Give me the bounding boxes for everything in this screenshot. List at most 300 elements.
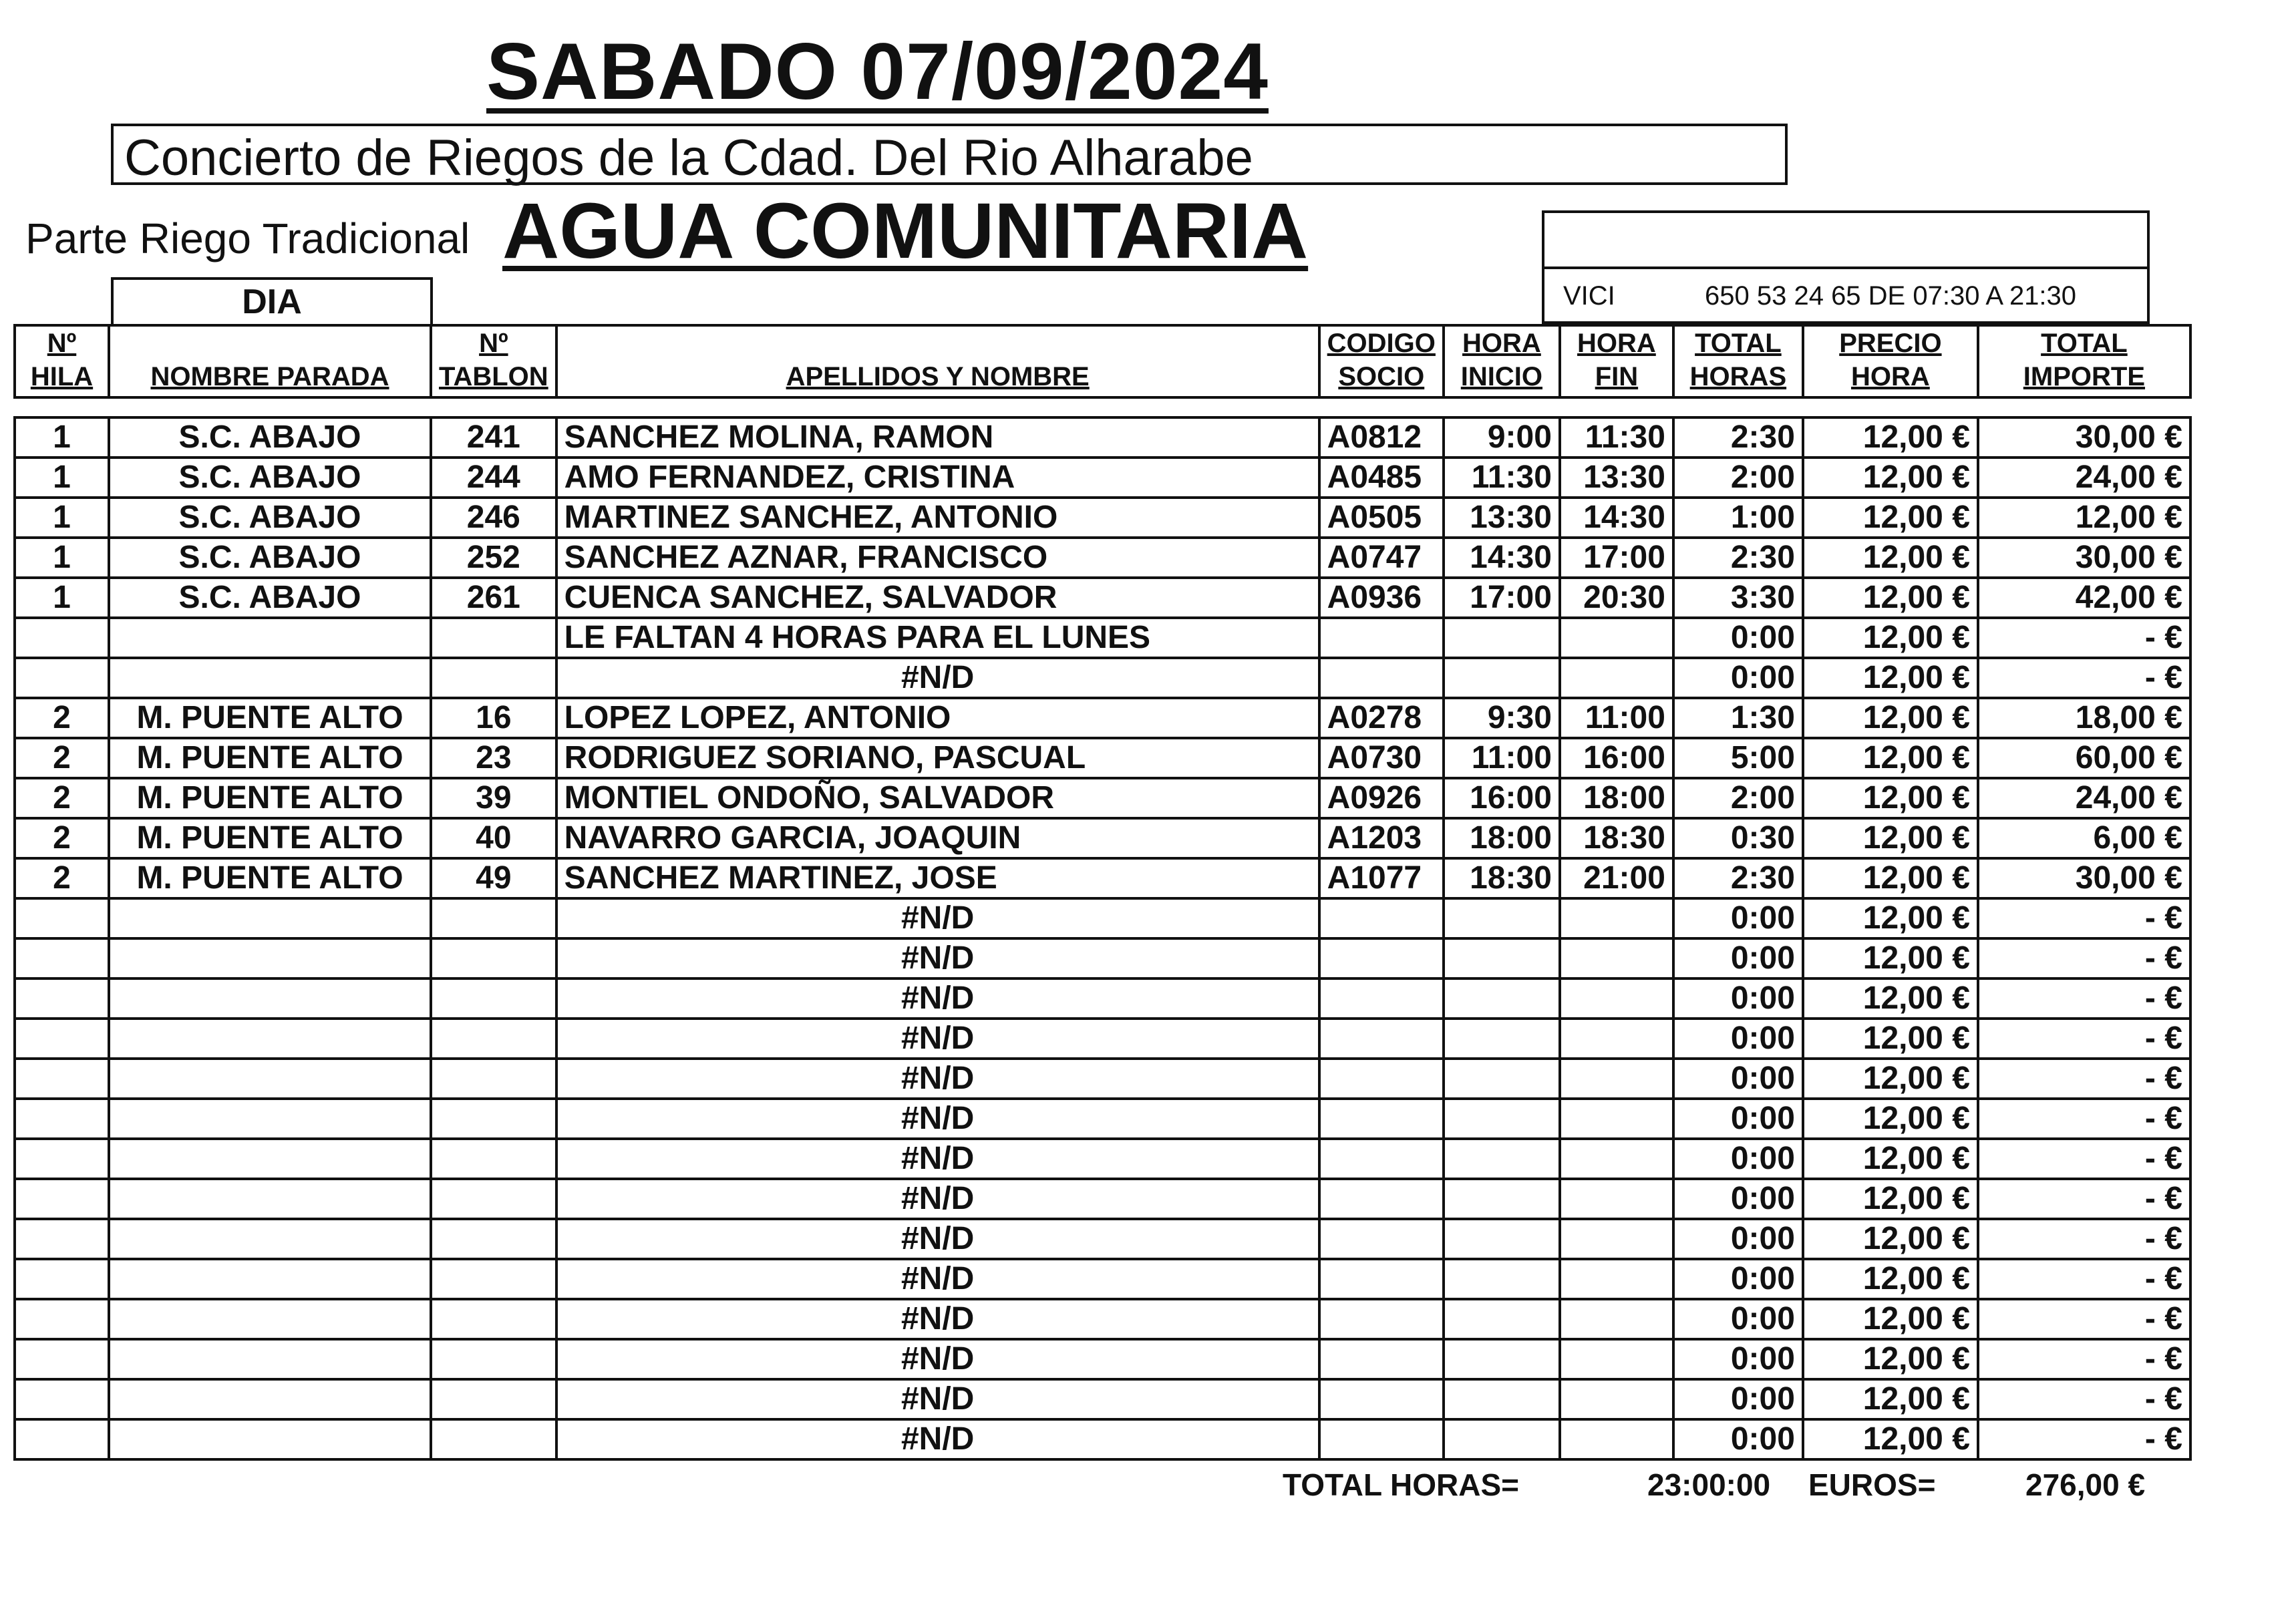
cell-socio: A0485 xyxy=(1319,458,1444,498)
col-header-inicio: HORA INICIO xyxy=(1444,325,1560,397)
cell-precio: 12,00 € xyxy=(1803,778,1978,818)
cell-fin xyxy=(1560,658,1673,698)
cell-tablon xyxy=(431,1419,556,1459)
cell-socio: A0812 xyxy=(1319,417,1444,458)
cell-tablon xyxy=(431,1019,556,1059)
table-row xyxy=(15,498,2190,538)
cell-fin: 18:00 xyxy=(1560,778,1673,818)
cell-socio xyxy=(1319,1339,1444,1379)
cell-precio: 12,00 € xyxy=(1803,538,1978,578)
cell-parada: S.C. ABAJO xyxy=(109,498,431,538)
table-row xyxy=(15,1139,2190,1179)
cell-horas: 0:30 xyxy=(1673,818,1803,858)
cell-hila: 2 xyxy=(15,818,109,858)
cell-socio xyxy=(1319,1139,1444,1179)
cell-inicio: 9:30 xyxy=(1444,698,1560,738)
cell-hila xyxy=(15,1419,109,1459)
cell-parada xyxy=(109,898,431,938)
cell-importe: - € xyxy=(1978,1179,2190,1219)
cell-socio xyxy=(1319,658,1444,698)
cell-fin xyxy=(1560,1259,1673,1299)
cell-hila xyxy=(15,1059,109,1099)
cell-horas: 0:00 xyxy=(1673,1059,1803,1099)
cell-importe: - € xyxy=(1978,978,2190,1019)
cell-socio xyxy=(1319,938,1444,978)
section-label: Parte Riego Tradicional xyxy=(25,214,470,262)
cell-inicio xyxy=(1444,1299,1560,1339)
cell-fin xyxy=(1560,1179,1673,1219)
cell-parada xyxy=(109,1299,431,1339)
cell-horas: 0:00 xyxy=(1673,1339,1803,1379)
table-row xyxy=(15,1019,2190,1059)
cell-horas: 0:00 xyxy=(1673,1099,1803,1139)
cell-importe: - € xyxy=(1978,1419,2190,1459)
cell-fin: 18:30 xyxy=(1560,818,1673,858)
col-header-socio: CODIGO SOCIO xyxy=(1319,325,1444,397)
cell-hila xyxy=(15,1259,109,1299)
cell-nombre: LOPEZ LOPEZ, ANTONIO xyxy=(556,698,1319,738)
cell-fin: 16:00 xyxy=(1560,738,1673,778)
cell-importe: 6,00 € xyxy=(1978,818,2190,858)
table-row xyxy=(15,1379,2190,1419)
cell-importe: - € xyxy=(1978,1219,2190,1259)
cell-tablon xyxy=(431,898,556,938)
cell-tablon xyxy=(431,978,556,1019)
cell-horas: 2:30 xyxy=(1673,538,1803,578)
cell-precio: 12,00 € xyxy=(1803,738,1978,778)
cell-horas: 2:30 xyxy=(1673,417,1803,458)
cell-horas: 0:00 xyxy=(1673,938,1803,978)
cell-socio: A1077 xyxy=(1319,858,1444,898)
cell-parada xyxy=(109,658,431,698)
cell-tablon: 241 xyxy=(431,417,556,458)
cell-tablon xyxy=(431,658,556,698)
contact-name: VICI xyxy=(1563,281,1615,311)
cell-hila xyxy=(15,1339,109,1379)
cell-horas: 3:30 xyxy=(1673,578,1803,618)
cell-precio: 12,00 € xyxy=(1803,1219,1978,1259)
cell-fin xyxy=(1560,898,1673,938)
cell-inicio: 18:00 xyxy=(1444,818,1560,858)
cell-parada xyxy=(109,1059,431,1099)
cell-horas: 0:00 xyxy=(1673,658,1803,698)
cell-inicio: 14:30 xyxy=(1444,538,1560,578)
cell-precio: 12,00 € xyxy=(1803,938,1978,978)
cell-fin: 13:30 xyxy=(1560,458,1673,498)
cell-inicio xyxy=(1444,898,1560,938)
cell-hila xyxy=(15,1179,109,1219)
cell-inicio xyxy=(1444,1019,1560,1059)
cell-hila: 2 xyxy=(15,698,109,738)
cell-nombre: SANCHEZ AZNAR, FRANCISCO xyxy=(556,538,1319,578)
cell-socio xyxy=(1319,978,1444,1019)
total-hours-value: 23:00:00 xyxy=(1647,1467,1771,1502)
cell-fin xyxy=(1560,1339,1673,1379)
cell-precio: 12,00 € xyxy=(1803,417,1978,458)
table-row xyxy=(15,1179,2190,1219)
cell-precio: 12,00 € xyxy=(1803,1019,1978,1059)
cell-importe: 42,00 € xyxy=(1978,578,2190,618)
cell-nombre: #N/D xyxy=(556,1379,1319,1419)
cell-fin: 17:00 xyxy=(1560,538,1673,578)
cell-socio: A0926 xyxy=(1319,778,1444,818)
cell-hila xyxy=(15,658,109,698)
cell-fin xyxy=(1560,1299,1673,1339)
cell-nombre: #N/D xyxy=(556,1099,1319,1139)
cell-hila xyxy=(15,1219,109,1259)
cell-socio: A0747 xyxy=(1319,538,1444,578)
table-row xyxy=(15,1299,2190,1339)
cell-fin: 14:30 xyxy=(1560,498,1673,538)
cell-nombre: #N/D xyxy=(556,658,1319,698)
table-row xyxy=(15,1339,2190,1379)
cell-nombre: MONTIEL ONDOÑO, SALVADOR xyxy=(556,778,1319,818)
cell-importe: - € xyxy=(1978,618,2190,658)
cell-parada: M. PUENTE ALTO xyxy=(109,778,431,818)
table-row xyxy=(15,1419,2190,1459)
col-header-tablon: Nº TABLON xyxy=(431,325,556,397)
cell-inicio xyxy=(1444,658,1560,698)
cell-nombre: #N/D xyxy=(556,938,1319,978)
cell-fin: 20:30 xyxy=(1560,578,1673,618)
cell-tablon: 23 xyxy=(431,738,556,778)
cell-parada: M. PUENTE ALTO xyxy=(109,858,431,898)
cell-precio: 12,00 € xyxy=(1803,1299,1978,1339)
cell-precio: 12,00 € xyxy=(1803,618,1978,658)
cell-inicio xyxy=(1444,1379,1560,1419)
cell-inicio xyxy=(1444,938,1560,978)
cell-nombre: #N/D xyxy=(556,1059,1319,1099)
cell-horas: 2:00 xyxy=(1673,458,1803,498)
col-header-importe: TOTAL IMPORTE xyxy=(1978,325,2190,397)
total-euros-label: EUROS= xyxy=(1808,1467,1936,1502)
cell-socio xyxy=(1319,1179,1444,1219)
irrigation-table xyxy=(13,324,2192,1461)
cell-tablon xyxy=(431,1179,556,1219)
table-row xyxy=(15,938,2190,978)
cell-socio xyxy=(1319,618,1444,658)
cell-tablon xyxy=(431,1299,556,1339)
cell-nombre: AMO FERNANDEZ, CRISTINA xyxy=(556,458,1319,498)
cell-nombre: #N/D xyxy=(556,1019,1319,1059)
cell-hila xyxy=(15,978,109,1019)
cell-tablon xyxy=(431,1379,556,1419)
cell-tablon: 40 xyxy=(431,818,556,858)
table-row xyxy=(15,658,2190,698)
cell-hila: 1 xyxy=(15,538,109,578)
cell-importe: 18,00 € xyxy=(1978,698,2190,738)
cell-parada xyxy=(109,1179,431,1219)
cell-socio xyxy=(1319,1299,1444,1339)
cell-importe: - € xyxy=(1978,938,2190,978)
header-spacer xyxy=(15,397,2190,417)
cell-parada: S.C. ABAJO xyxy=(109,417,431,458)
cell-importe: 60,00 € xyxy=(1978,738,2190,778)
cell-tablon xyxy=(431,1339,556,1379)
cell-importe: - € xyxy=(1978,1299,2190,1339)
contact-phone-schedule: 650 53 24 65 DE 07:30 A 21:30 xyxy=(1705,281,2077,311)
cell-inicio: 11:00 xyxy=(1444,738,1560,778)
cell-fin xyxy=(1560,1099,1673,1139)
cell-parada: M. PUENTE ALTO xyxy=(109,818,431,858)
cell-precio: 12,00 € xyxy=(1803,1059,1978,1099)
cell-hila: 2 xyxy=(15,778,109,818)
cell-tablon xyxy=(431,1139,556,1179)
cell-inicio xyxy=(1444,1219,1560,1259)
cell-hila xyxy=(15,1019,109,1059)
table-row xyxy=(15,898,2190,938)
cell-inicio xyxy=(1444,1419,1560,1459)
blank-box xyxy=(1542,210,2150,266)
cell-nombre: #N/D xyxy=(556,1419,1319,1459)
cell-hila xyxy=(15,1139,109,1179)
cell-inicio xyxy=(1444,1339,1560,1379)
col-header-hila: Nº HILA xyxy=(15,325,109,397)
cell-fin xyxy=(1560,1139,1673,1179)
cell-parada: M. PUENTE ALTO xyxy=(109,738,431,778)
cell-tablon xyxy=(431,1099,556,1139)
cell-parada xyxy=(109,1139,431,1179)
cell-nombre: MARTINEZ SANCHEZ, ANTONIO xyxy=(556,498,1319,538)
cell-tablon xyxy=(431,1059,556,1099)
cell-parada xyxy=(109,1219,431,1259)
cell-nombre: RODRIGUEZ SORIANO, PASCUAL xyxy=(556,738,1319,778)
cell-hila xyxy=(15,898,109,938)
cell-socio xyxy=(1319,1059,1444,1099)
header-row xyxy=(15,325,2190,397)
cell-parada: S.C. ABAJO xyxy=(109,578,431,618)
col-header-horas: TOTAL HORAS xyxy=(1673,325,1803,397)
cell-parada xyxy=(109,1259,431,1299)
cell-horas: 0:00 xyxy=(1673,978,1803,1019)
table-row xyxy=(15,578,2190,618)
cell-hila xyxy=(15,1299,109,1339)
table-row xyxy=(15,978,2190,1019)
cell-hila: 1 xyxy=(15,498,109,538)
cell-horas: 2:30 xyxy=(1673,858,1803,898)
cell-nombre: #N/D xyxy=(556,1299,1319,1339)
cell-parada xyxy=(109,1099,431,1139)
cell-inicio: 17:00 xyxy=(1444,578,1560,618)
cell-horas: 0:00 xyxy=(1673,898,1803,938)
cell-parada: M. PUENTE ALTO xyxy=(109,698,431,738)
col-header-nombre: APELLIDOS Y NOMBRE xyxy=(556,325,1319,397)
cell-fin: 21:00 xyxy=(1560,858,1673,898)
cell-tablon: 252 xyxy=(431,538,556,578)
cell-horas: 1:30 xyxy=(1673,698,1803,738)
cell-precio: 12,00 € xyxy=(1803,1379,1978,1419)
cell-parada: S.C. ABAJO xyxy=(109,458,431,498)
cell-horas: 0:00 xyxy=(1673,1139,1803,1179)
cell-importe: - € xyxy=(1978,1019,2190,1059)
table-row xyxy=(15,618,2190,658)
cell-tablon: 244 xyxy=(431,458,556,498)
cell-fin xyxy=(1560,1419,1673,1459)
cell-socio xyxy=(1319,1259,1444,1299)
total-hours-label: TOTAL HORAS= xyxy=(1283,1467,1519,1502)
cell-inicio xyxy=(1444,618,1560,658)
contact-box xyxy=(1542,266,2150,324)
cell-precio: 12,00 € xyxy=(1803,1099,1978,1139)
cell-inicio xyxy=(1444,978,1560,1019)
col-header-fin: HORA FIN xyxy=(1560,325,1673,397)
cell-fin: 11:30 xyxy=(1560,417,1673,458)
cell-tablon xyxy=(431,938,556,978)
cell-horas: 0:00 xyxy=(1673,1419,1803,1459)
cell-importe: - € xyxy=(1978,1099,2190,1139)
dia-header: DIA xyxy=(111,277,433,324)
cell-tablon: 261 xyxy=(431,578,556,618)
cell-fin xyxy=(1560,938,1673,978)
cell-socio xyxy=(1319,898,1444,938)
cell-precio: 12,00 € xyxy=(1803,658,1978,698)
table-row xyxy=(15,858,2190,898)
table-row xyxy=(15,1099,2190,1139)
cell-nombre: #N/D xyxy=(556,1219,1319,1259)
table-row xyxy=(15,538,2190,578)
cell-importe: - € xyxy=(1978,1339,2190,1379)
cell-fin xyxy=(1560,1219,1673,1259)
cell-socio xyxy=(1319,1099,1444,1139)
cell-hila xyxy=(15,1099,109,1139)
cell-importe: - € xyxy=(1978,898,2190,938)
cell-parada xyxy=(109,1419,431,1459)
cell-fin xyxy=(1560,1379,1673,1419)
cell-parada xyxy=(109,938,431,978)
cell-inicio: 11:30 xyxy=(1444,458,1560,498)
cell-precio: 12,00 € xyxy=(1803,498,1978,538)
cell-nombre: SANCHEZ MARTINEZ, JOSE xyxy=(556,858,1319,898)
total-euros-value: 276,00 € xyxy=(2025,1467,2146,1502)
cell-hila xyxy=(15,618,109,658)
table-row xyxy=(15,818,2190,858)
cell-inicio: 9:00 xyxy=(1444,417,1560,458)
cell-nombre: #N/D xyxy=(556,1139,1319,1179)
cell-importe: 24,00 € xyxy=(1978,778,2190,818)
cell-nombre: #N/D xyxy=(556,898,1319,938)
cell-horas: 0:00 xyxy=(1673,1179,1803,1219)
col-header-precio: PRECIO HORA xyxy=(1803,325,1978,397)
section-title: AGUA COMUNITARIA xyxy=(502,187,1309,275)
table-row xyxy=(15,458,2190,498)
cell-horas: 2:00 xyxy=(1673,778,1803,818)
cell-tablon xyxy=(431,618,556,658)
col-header-parada: NOMBRE PARADA xyxy=(109,325,431,397)
cell-importe: - € xyxy=(1978,1059,2190,1099)
cell-horas: 5:00 xyxy=(1673,738,1803,778)
cell-nombre: #N/D xyxy=(556,1179,1319,1219)
cell-socio xyxy=(1319,1019,1444,1059)
cell-horas: 0:00 xyxy=(1673,1019,1803,1059)
cell-horas: 0:00 xyxy=(1673,1299,1803,1339)
cell-horas: 0:00 xyxy=(1673,1379,1803,1419)
cell-inicio: 16:00 xyxy=(1444,778,1560,818)
cell-importe: 12,00 € xyxy=(1978,498,2190,538)
cell-fin xyxy=(1560,1019,1673,1059)
cell-precio: 12,00 € xyxy=(1803,1419,1978,1459)
table-body xyxy=(15,417,2190,1459)
cell-fin xyxy=(1560,978,1673,1019)
cell-precio: 12,00 € xyxy=(1803,578,1978,618)
cell-precio: 12,00 € xyxy=(1803,1179,1978,1219)
cell-importe: 30,00 € xyxy=(1978,417,2190,458)
cell-precio: 12,00 € xyxy=(1803,818,1978,858)
cell-tablon: 246 xyxy=(431,498,556,538)
cell-inicio: 13:30 xyxy=(1444,498,1560,538)
cell-parada xyxy=(109,1019,431,1059)
cell-inicio xyxy=(1444,1259,1560,1299)
cell-socio: A1203 xyxy=(1319,818,1444,858)
table-row xyxy=(15,1059,2190,1099)
subtitle-text: Concierto de Riegos de la Cdad. Del Rio Alharabe xyxy=(124,130,1253,186)
cell-tablon: 49 xyxy=(431,858,556,898)
cell-parada xyxy=(109,1379,431,1419)
cell-inicio xyxy=(1444,1059,1560,1099)
cell-nombre: NAVARRO GARCIA, JOAQUIN xyxy=(556,818,1319,858)
cell-precio: 12,00 € xyxy=(1803,1259,1978,1299)
cell-fin xyxy=(1560,1059,1673,1099)
cell-nombre: #N/D xyxy=(556,978,1319,1019)
cell-fin: 11:00 xyxy=(1560,698,1673,738)
cell-parada: S.C. ABAJO xyxy=(109,538,431,578)
cell-importe: 30,00 € xyxy=(1978,858,2190,898)
cell-inicio xyxy=(1444,1179,1560,1219)
cell-precio: 12,00 € xyxy=(1803,898,1978,938)
cell-precio: 12,00 € xyxy=(1803,858,1978,898)
table-row xyxy=(15,698,2190,738)
cell-socio xyxy=(1319,1419,1444,1459)
cell-nombre: LE FALTAN 4 HORAS PARA EL LUNES xyxy=(556,618,1319,658)
table-row xyxy=(15,1259,2190,1299)
table-row xyxy=(15,417,2190,458)
cell-parada xyxy=(109,978,431,1019)
cell-fin xyxy=(1560,618,1673,658)
cell-inicio xyxy=(1444,1099,1560,1139)
cell-precio: 12,00 € xyxy=(1803,458,1978,498)
cell-socio xyxy=(1319,1219,1444,1259)
cell-parada xyxy=(109,1339,431,1379)
cell-socio: A0730 xyxy=(1319,738,1444,778)
cell-socio xyxy=(1319,1379,1444,1419)
cell-socio: A0278 xyxy=(1319,698,1444,738)
cell-parada xyxy=(109,618,431,658)
cell-hila xyxy=(15,938,109,978)
cell-importe: - € xyxy=(1978,658,2190,698)
cell-precio: 12,00 € xyxy=(1803,698,1978,738)
cell-tablon: 16 xyxy=(431,698,556,738)
cell-precio: 12,00 € xyxy=(1803,1139,1978,1179)
cell-inicio xyxy=(1444,1139,1560,1179)
cell-horas: 1:00 xyxy=(1673,498,1803,538)
cell-tablon xyxy=(431,1219,556,1259)
cell-importe: - € xyxy=(1978,1139,2190,1179)
cell-hila: 1 xyxy=(15,578,109,618)
cell-horas: 0:00 xyxy=(1673,1259,1803,1299)
cell-socio: A0936 xyxy=(1319,578,1444,618)
cell-hila xyxy=(15,1379,109,1419)
cell-nombre: #N/D xyxy=(556,1339,1319,1379)
cell-hila: 2 xyxy=(15,738,109,778)
cell-horas: 0:00 xyxy=(1673,1219,1803,1259)
cell-horas: 0:00 xyxy=(1673,618,1803,658)
cell-nombre: SANCHEZ MOLINA, RAMON xyxy=(556,417,1319,458)
cell-importe: 24,00 € xyxy=(1978,458,2190,498)
cell-precio: 12,00 € xyxy=(1803,978,1978,1019)
cell-importe: - € xyxy=(1978,1379,2190,1419)
cell-hila: 1 xyxy=(15,417,109,458)
cell-hila: 2 xyxy=(15,858,109,898)
cell-nombre: #N/D xyxy=(556,1259,1319,1299)
